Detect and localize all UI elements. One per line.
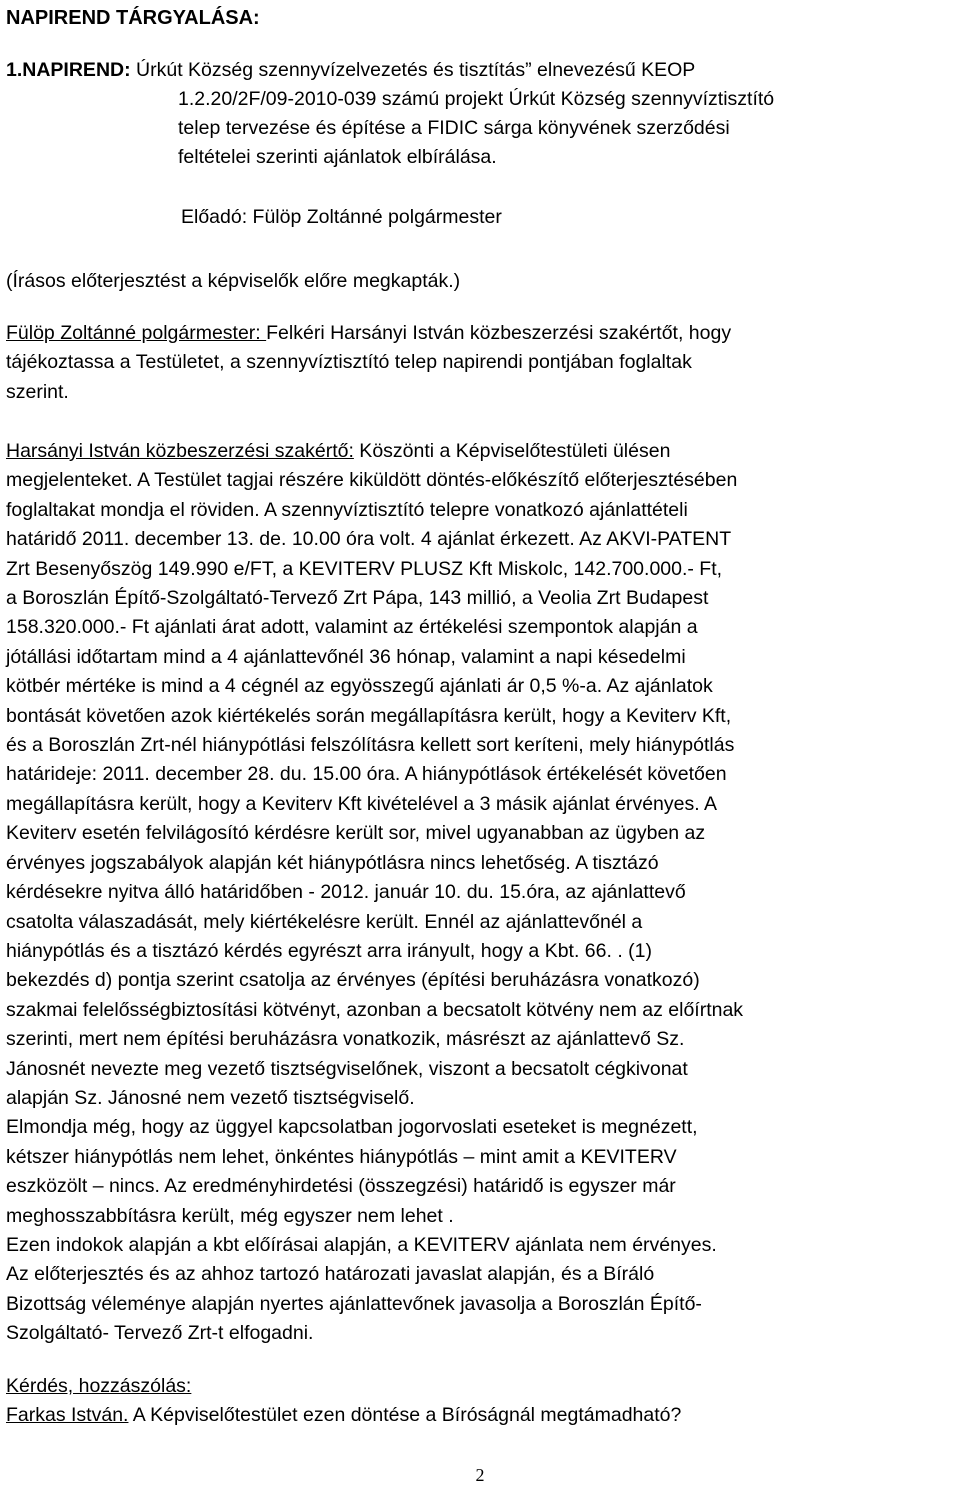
statement-line: a Boroszlán Építő-Szolgáltató-Tervező Zrt Pápa, 143 millió, a Veolia Zrt Budapest [6, 587, 709, 610]
speaker-name: Farkas István. [6, 1404, 129, 1426]
agenda-title-start: Úrkút Község szennyvízelvezetés és tisztítás” elnevezésű KEOP [130, 59, 696, 81]
agenda-line: feltételei szerinti ajánlatok elbírálása. [178, 146, 497, 168]
expert-statement [6, 437, 952, 1349]
statement-line: alapján Sz. Jánosné nem vezető tisztségviselő. [6, 1086, 415, 1109]
speaker-name: Harsányi István közbeszerzési szakértő: [6, 440, 354, 462]
questions-heading: Kérdés, hozzászólás: [6, 1375, 192, 1397]
statement-text: Köszönti a Képviselőtestületi ülésen [353, 440, 671, 462]
speaker-name: Fülöp Zoltánné polgármester: [6, 322, 267, 344]
statement-line: Ezen indokok alapján a kbt előírásai alapján, a KEVITERV ajánlata nem érvényes. [6, 1233, 717, 1256]
statement-line: és a Boroszlán Zrt-nél hiánypótlási felszólításra kellett sort keríteni, mely hiánypótlás [6, 734, 735, 757]
statement-line: csatolta válaszadását, mely kiértékelésre került. Ennél az ajánlattevőnél a [6, 910, 643, 933]
statement-line: bekezdés d) pontja szerint csatolja az érvényes (építési beruházásra vonatkozó) [6, 969, 700, 992]
written-note: (Írásos előterjesztést a képviselők előre megkapták.) [6, 270, 461, 292]
presenter-line: Előadó: Fülöp Zoltánné polgármester [181, 206, 502, 228]
statement-line: Az előterjesztés és az ahhoz tartozó határozati javaslat alapján, és a Bíráló [6, 1263, 655, 1286]
agenda-label: 1.NAPIREND: [6, 59, 131, 81]
statement-line: szakmai felelősségbiztosítási kötvényt, azonban a becsatolt kötvény nem az előírtnak [6, 998, 744, 1021]
statement-text: Felkéri Harsányi István közbeszerzési szakértőt, hogy [266, 322, 732, 344]
statement-line: 158.320.000.- Ft ajánlati árat adott, valamint az értékelési szempontok alapján a [6, 616, 698, 639]
statement-line: érvényes jogszabályok alapján két hiánypótlásra nincs lehetőség. A tisztázó [6, 851, 659, 874]
statement-line: Jánosnét nevezte meg vezető tisztségviselőnek, viszont a becsatolt cégkivonat [6, 1057, 688, 1080]
statement-line: Elmondja még, hogy az üggyel kapcsolatban jogorvoslati eseteket is megnézett, [6, 1116, 698, 1139]
page-number: 2 [475, 1465, 485, 1485]
statement-line: Szolgáltató- Tervező Zrt-t elfogadni. [6, 1322, 314, 1345]
statement-line: hiánypótlás és a tisztázó kérdés egyrészt arra irányult, hogy a Kbt. 66. . (1) [6, 939, 652, 962]
statement-line: megállapításra került, hogy a Keviterv Kft kivételével a 3 másik ajánlat érvényes. A [6, 792, 718, 815]
statement-line: kétszer hiánypótlás nem lehet, önkéntes hiánypótlás – mint amit a KEVITERV [6, 1145, 677, 1168]
statement-line: szerinti, mert nem építési beruházásra vonatkozik, másrészt az ajánlattevő Sz. [6, 1028, 685, 1051]
statement-line: tájékoztassa a Testületet, a szennyvíztisztító telep napirendi pontjában foglaltak [6, 351, 692, 374]
statement-line: kötbér mértéke is mind a 4 cégnél az egyösszegű ajánlati ár 0,5 %-a. Az ajánlatok [6, 675, 713, 698]
statement-line: szerint. [6, 380, 69, 403]
agenda-line: 1.2.20/2F/09-2010-039 számú projekt Úrkút Község szennyvíztisztító [178, 88, 775, 110]
statement-line: meghosszabbításra került, még egyszer nem lehet . [6, 1204, 454, 1227]
statement-line: kérdésekre nyitva álló határidőben - 2012. január 10. du. 15.óra, az ajánlattevő [6, 881, 686, 904]
statement-line: eszközölt – nincs. Az eredményhirdetési (összegzési) határidő is egyszer már [6, 1175, 676, 1198]
statement-first-line [6, 437, 952, 466]
statement-line: megjelenteket. A Testület tagjai részére kiküldött döntés-előkészítő előterjesztésében [6, 469, 738, 492]
question-line [6, 1401, 952, 1430]
question-text-line [6, 1401, 952, 1430]
question-text: A Képviselőtestület ezen döntése a Bíróságnál megtámadható? [128, 1404, 682, 1426]
statement-line: foglaltakat mondja el röviden. A szennyvíztisztító telepre vonatkozó ajánlattételi [6, 498, 688, 521]
statement-line: Bizottság véleménye alapján nyertes ajánlattevőnek javasolja a Boroszlán Építő- [6, 1292, 702, 1315]
statement-line: jótállási időtartam mind a 4 ajánlattevőnél 36 hónap, valamint a napi késedelmi [6, 645, 686, 668]
statement-line: határidő 2011. december 13. de. 10.00 óra volt. 4 ajánlat érkezett. Az AKVI-PATENT [6, 528, 732, 551]
statement-line: Keviterv esetén felvilágosító kérdésre került sor, mivel ugyanabban az ügyben az [6, 822, 706, 845]
mayor-statement [6, 319, 952, 407]
section-heading: NAPIREND TÁRGYALÁSA: [6, 7, 260, 29]
statement-line: Zrt Besenyőszög 149.990 e/FT, a KEVITERV PLUSZ Kft Miskolc, 142.700.000.- Ft, [6, 557, 723, 580]
agenda-line: telep tervezése és építése a FIDIC sárga könyvének szerződési [178, 117, 730, 139]
agenda-first-line [6, 56, 946, 85]
statement-line: bontását követően azok kiértékelés során megállapításra került, hogy a Keviterv Kft, [6, 704, 732, 727]
statement-line: határideje: 2011. december 28. du. 15.00 óra. A hiánypótlások értékelését követően [6, 763, 727, 786]
statement-first-line [6, 319, 952, 348]
agenda-item [6, 56, 946, 172]
